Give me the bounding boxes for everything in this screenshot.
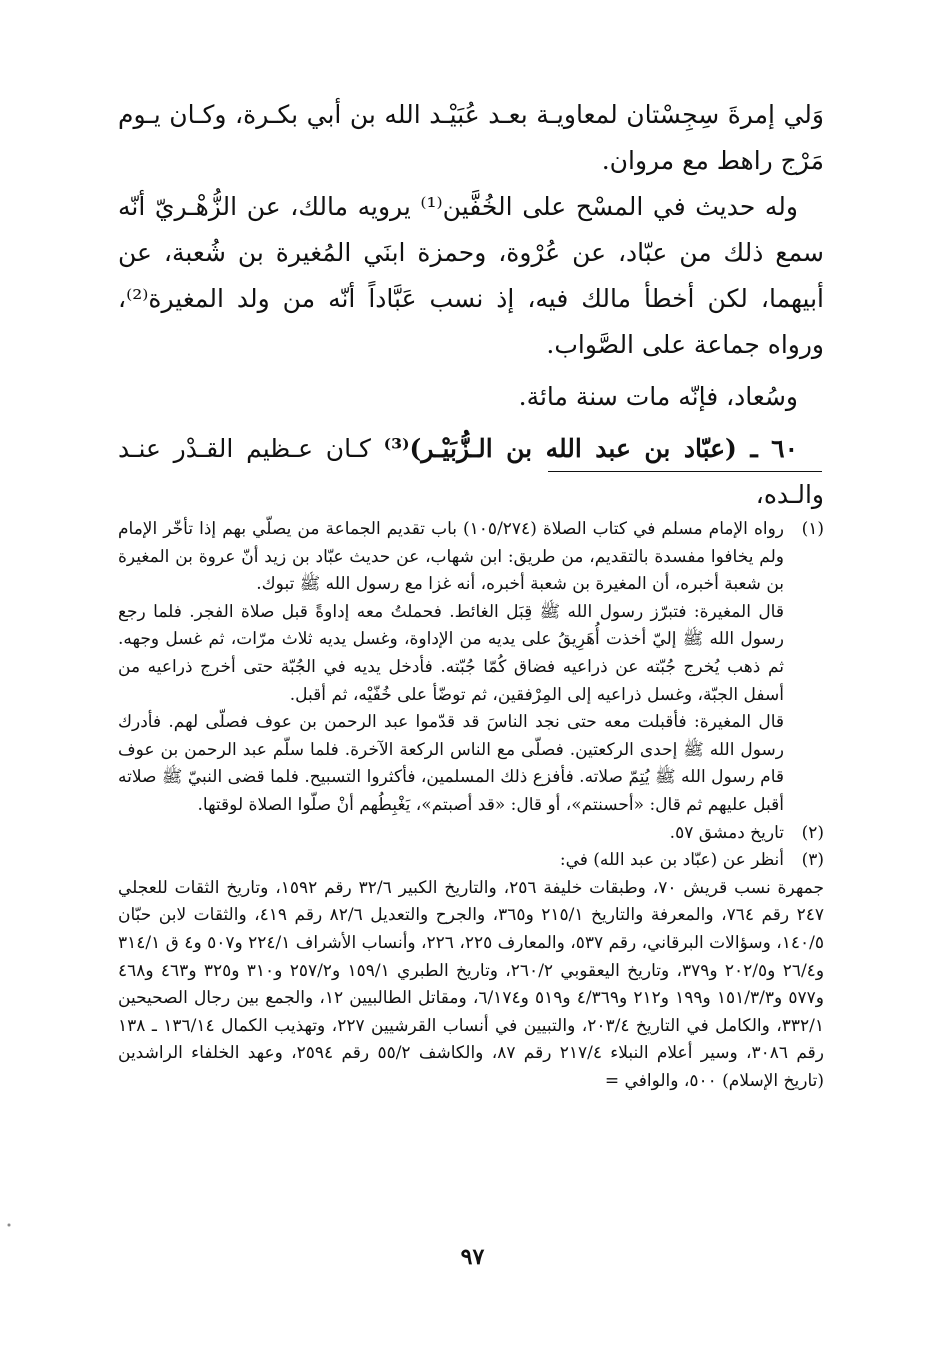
footnote-marker: (٢)	[801, 822, 824, 843]
footnote-3-sources: جمهرة نسب قريش ٧٠، وطبقات خليفة ٢٥٦، والتاريخ الكبير ٣٢/٦ رقم ١٥٩٢، وتاريخ الثقات للعجلي ٢٤٧ رقم ٧٦٤، والمعرفة والتاريخ ٢١٥/١ و٣٦٥، والجرح والتعديل ٨٢/٦ رقم ٤١٩، والثقات لابن حبّان ١٤٠/٥، وسؤالات البرقاني، رقم ٥٣٧، والمعارف ٢٢٥، ٢٢٦، وأنساب الأشراف ٢٢٤/١ و٥٠٧ و٤ ق ٣١٤/١ و٢٦/٤ و٢٠٢/٥ و٣٧٩، وتاريخ اليعقوبي ٢٦٠/٢، وتاريخ الطبري ١٥٩/١ و٢٥٧/٢ و٣١٠ و٣٢٥ و٤٦٣ و٤٦٨ و٥٧٧ و١٥١/٣/٣ و١٩٩ و٢١٢ و٤/٣٦٩ و٥١٩ و٦/١٧٤، ومقاتل الطالبيين ١٢، والجمع بين رجال الصحيحين ٣٣٢/١، والكامل في التاريخ ٢٠٣/٤، والتبيين في أنساب القرشيين ٢٢٧، وتهذيب الكمال ١٣٦/١٤ ـ ١٣٨ رقم ٣٠٨٦، وسير أعلام النبلاء ٢١٧/٤ رقم ٨٧، والكاشف ٥٥/٢ رقم ٢٥٩٤، وعهد الخلفاء الراشدين (تاريخ الإسلام) ٥٠٠، والوافي =	[118, 877, 825, 1091]
footnote-2-text: تاريخ دمشق ٥٧.	[669, 822, 784, 843]
paragraph-1: وَلي إمرةَ سِجِسْتان لمعاويـة بعـد عُبَيْـد الله بن أبي بكـرة، وكـان يـوم مَرْج راهط مع مروان.	[118, 100, 824, 175]
footnote-separator	[548, 471, 822, 472]
scan-speck	[4, 1220, 14, 1230]
footnote-marker: (١)	[801, 519, 824, 539]
footnote-3-lead: أنظر عن (عبّاد بن عبد الله) في:	[559, 850, 784, 871]
footnote-1	[118, 516, 824, 820]
footnotes	[118, 516, 824, 1095]
footnote-1-para-1: رواه الإمام مسلم في كتاب الصلاة (١٠٥/٢٧٤) باب تقديم الجماعة من يصلّي بهم إذا تأخّر الإمام ولم يخافوا مفسدة بالتقديم، من طريق: ابن شهاب، عن حديث عبّاد بن زيد أنّ عروة بن المغيرة بن شعبة أخبره، أن المغيرة بن شعبة أخبره، أنه غزا مع رسول الله ﷺ تبوك.	[118, 519, 784, 595]
paragraph-3: وسُعاد، فإنّه مات سنة مائة.	[518, 382, 798, 411]
entry-60	[118, 426, 824, 518]
footnote-3	[118, 847, 824, 875]
page-number: ٩٧	[460, 1244, 485, 1270]
footnote-1-para-3: قال المغيرة: فأقبلت معه حتى نجد الناسَ قد قدّموا عبد الرحمن بن عوف فصلّى لهم. فأدرك رسول الله ﷺ إحدى الركعتين. فصلّى مع الناس الركعة الآخرة. فلما سلّم عبد الرحمن بن عوف قام رسول الله ﷺ يُتِمّ صلاته. فأفزع ذلك المسلمين، فأكثروا التسبيح. فلما قضى النبيّ ﷺ صلاته أقبل عليهم ثم قال: «أحسنتم»، أو قال: «قد أصبتم»، يَغْبِطُهم أنْ صلّوا الصلاة لوقتها.	[118, 712, 784, 815]
entry-heading: ٦٠ ـ (عبّاد بن عبد الله بن الـزُّبَيْـر)⁽³⁾	[383, 434, 798, 463]
footnote-2	[118, 820, 824, 848]
entry-text: كـان عـظيم القـدْر عنـد والـده،	[118, 434, 824, 509]
footnote-marker: (٣)	[801, 850, 824, 871]
paragraph-2: وله حديث في المسْح على الخُفَّين⁽¹⁾ يرويه مالك، عن الزُّهْـريّ أنّه سمع ذلك من عبّاد، عن عُرْوة، وحمزة ابنَي المُغيرة بن شُعبة، عن أبيهما، لكن أخطأ مالك فيه، إذ نسب عَبَّاداً أنّه من ولد المغيرة⁽²⁾، ورواه جماعة على الصَّواب.	[118, 192, 824, 359]
main-text	[118, 92, 824, 518]
footnote-1-para-2: قال المغيرة: فتبرّز رسول الله ﷺ قِبَل الغائط. فحملتُ معه إداوةً قبل صلاة الفجر. فلما رجع رسول الله ﷺ إليّ أخذت أُهَرِيقُ على يديه من الإداوة، وغسل يديه ثلاث مرّات، ثم غسل وجهه. ثم ذهب يُخرج جُبّته عن ذراعيه فضاق كُمّا جُبّته. فأدخل يديه في الجُبّة حتى أخرج ذراعيه من أسفل الجبّة، وغسل ذراعيه إلى المِرْفقين، ثم توضّأ على خُفّيْه، ثم أقبل.	[118, 601, 784, 705]
